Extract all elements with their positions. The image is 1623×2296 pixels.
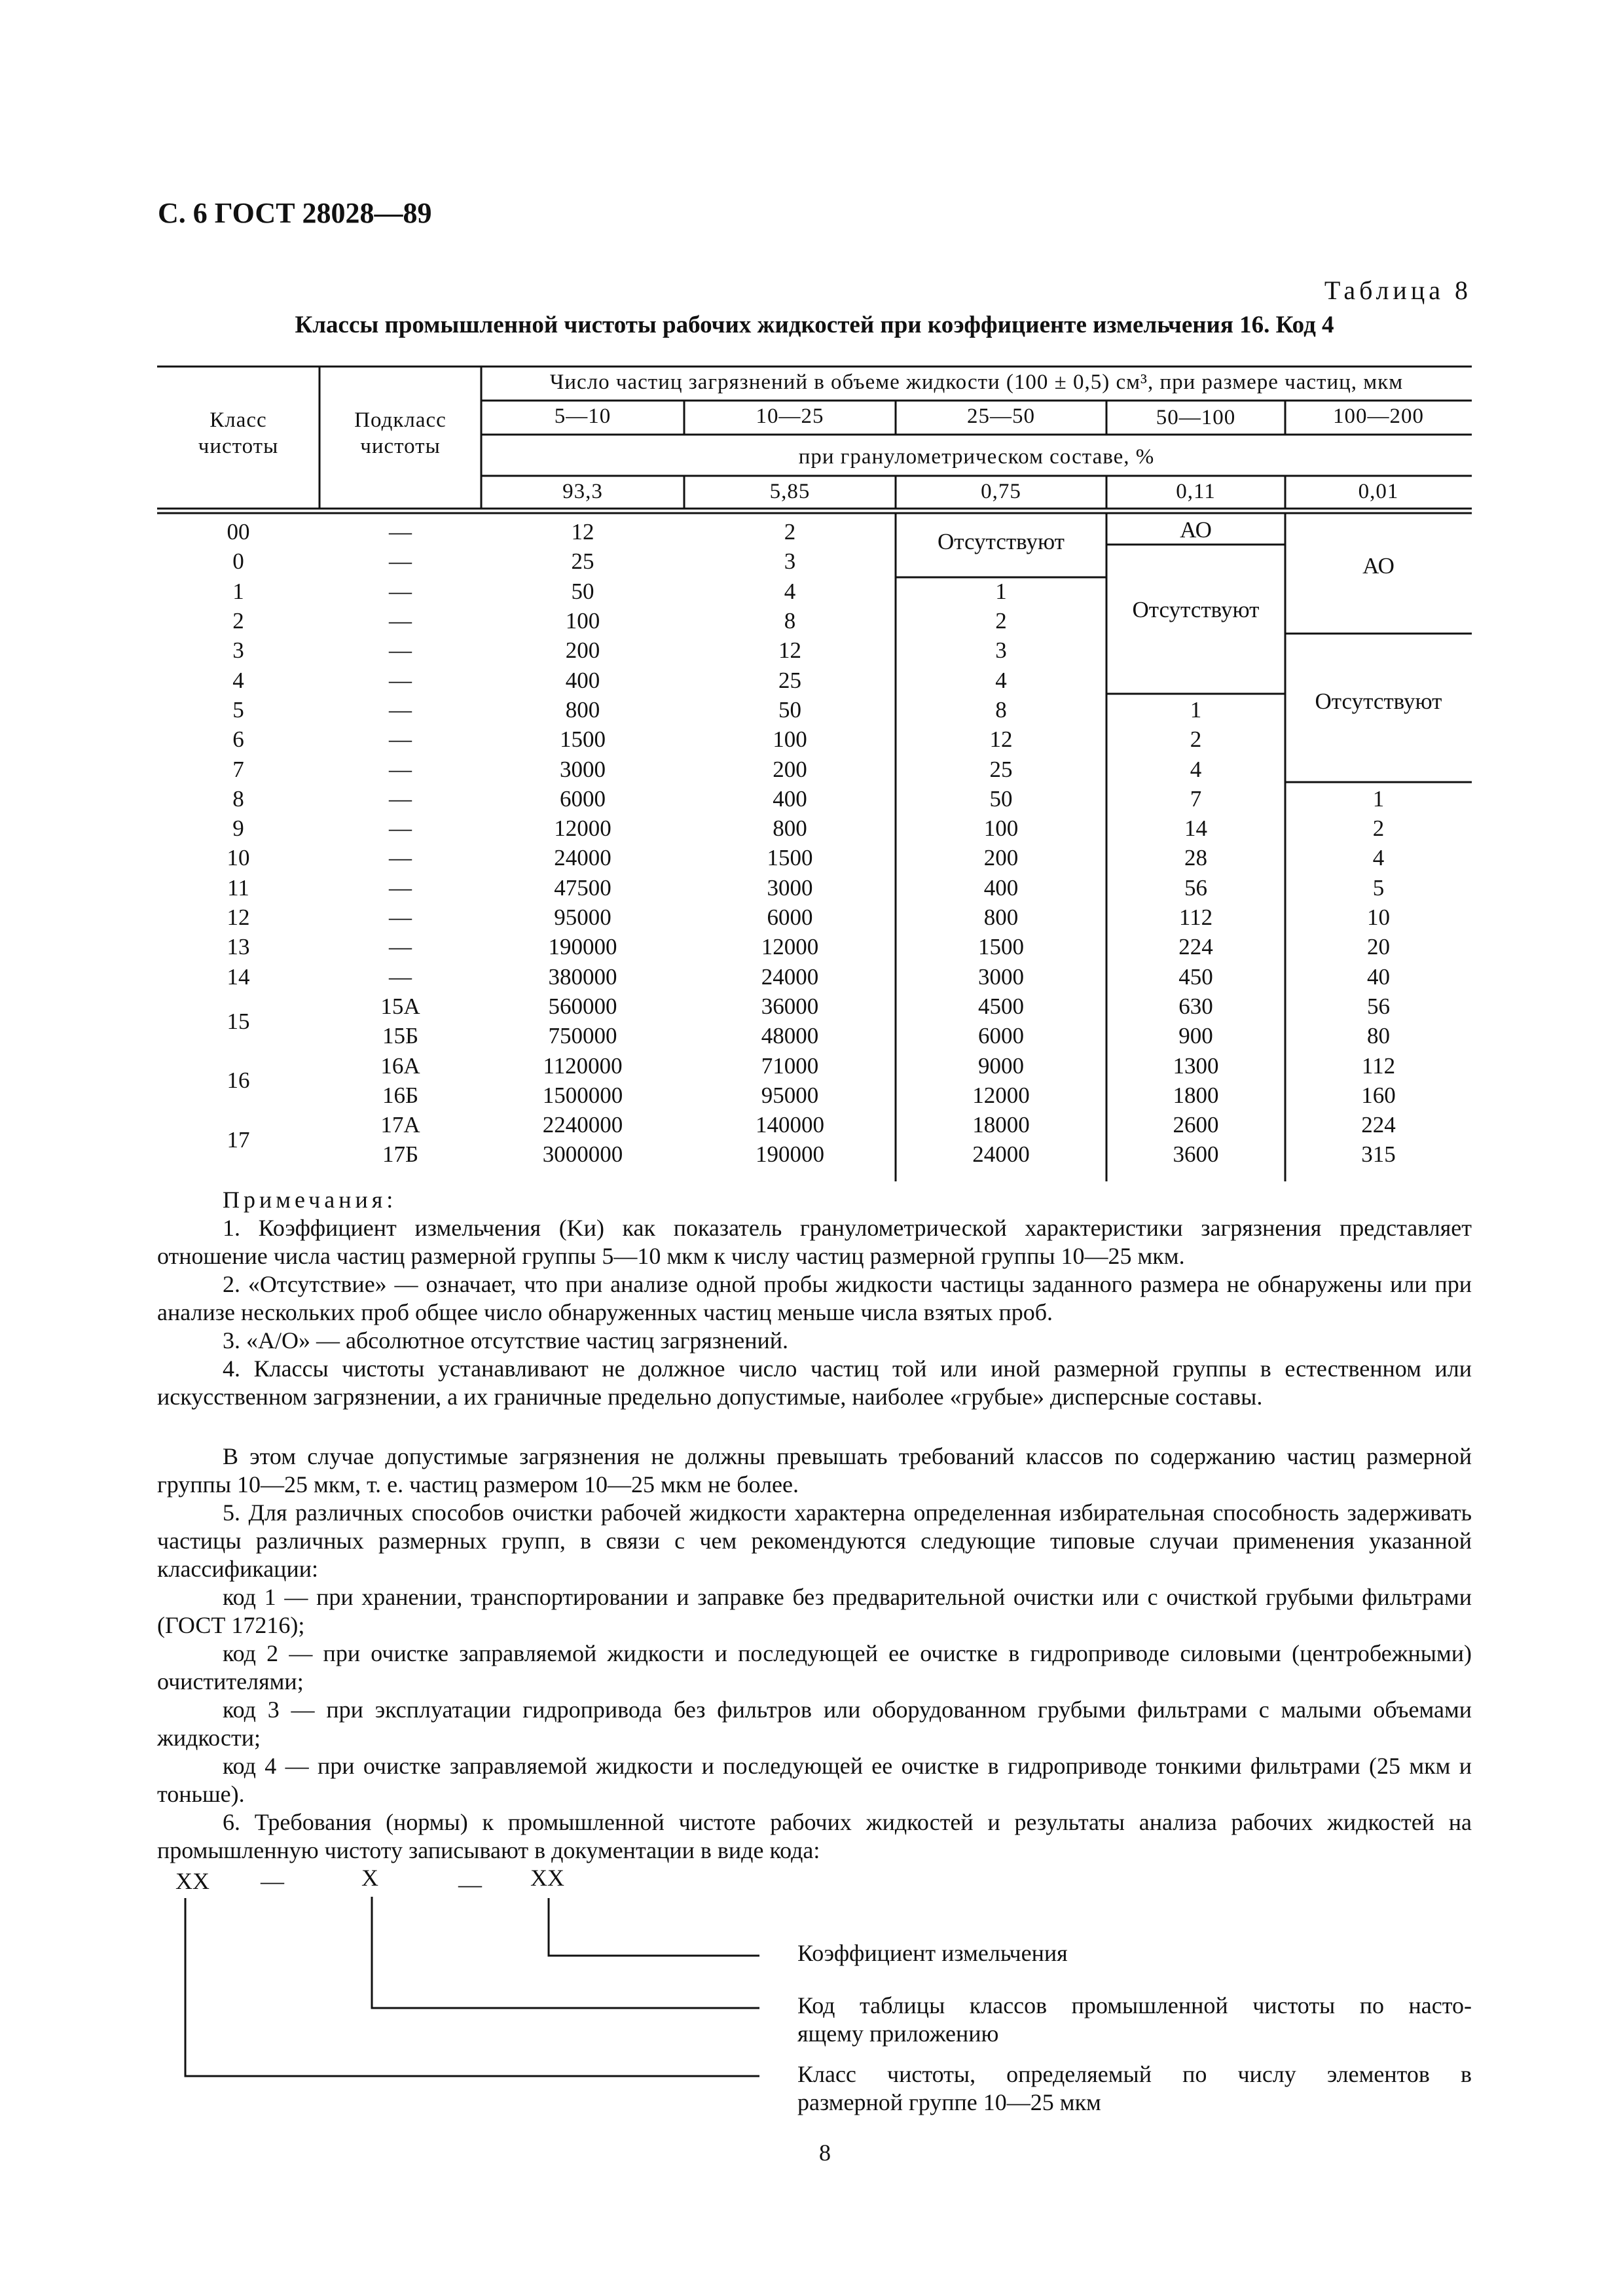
class-cell: 3: [232, 637, 244, 664]
subclass-cell: 15Б: [382, 1023, 419, 1049]
count-10-25-cell: 100: [773, 726, 807, 753]
count-5-10-cell: 2240000: [542, 1112, 623, 1138]
count-25-50-cell: 12000: [972, 1082, 1030, 1108]
note-6: 6. Требования (нормы) к промышленной чистоте рабочих жидкостей и результаты анализа рабочих жидкостей на промышленную чистоту записывают в документации в виде кода:: [157, 1809, 1472, 1863]
class-cell: 13: [227, 934, 250, 960]
class-cell: 0: [232, 548, 244, 575]
count-100-200-cell: 224: [1361, 1112, 1396, 1138]
page-number: 8: [819, 2140, 831, 2166]
code-part-coef: ХХ: [530, 1865, 564, 1891]
subclass-cell: —: [389, 726, 412, 753]
class-cell: 5: [232, 696, 244, 723]
count-5-10-cell: 750000: [548, 1023, 617, 1049]
absent-25-50: Отсутствуют: [938, 529, 1065, 554]
subclass-cell: 17А: [380, 1112, 420, 1138]
subclass-cell: —: [389, 816, 412, 842]
header-size-25-50: 25—50: [967, 404, 1035, 428]
subclass-cell: —: [389, 874, 412, 901]
notes-title: Примечания:: [223, 1187, 397, 1213]
granulo-10-25: 5,85: [769, 480, 811, 503]
header-subclass: Подкласс чистоты: [354, 408, 447, 458]
ao-50-100: АО: [1180, 517, 1212, 543]
count-25-50-cell: 9000: [978, 1052, 1024, 1079]
absent-50-100: Отсутствуют: [1132, 597, 1260, 622]
count-25-50-cell: 6000: [978, 1023, 1024, 1049]
count-10-25-cell: 6000: [767, 905, 813, 931]
header-size-50-100: 50—100: [1156, 406, 1236, 429]
subclass-cell: —: [389, 905, 412, 931]
class-cell: 14: [227, 963, 250, 990]
count-5-10-cell: 95000: [554, 905, 611, 931]
class-cell: 12: [227, 905, 250, 931]
count-25-50-cell: 200: [983, 845, 1019, 871]
subclass-cell: —: [389, 667, 412, 693]
count-5-10-cell: 800: [565, 696, 600, 723]
note-2: 2. «Отсутствие» — означает, что при анализе одной пробы жидкости частицы заданного размера не обнаружены или при анализе нескольких проб общее число обнаруженных частиц меньше числа взятых проб.: [157, 1271, 1472, 1325]
count-50-100-cell: 630: [1178, 993, 1213, 1019]
class-cell: 10: [227, 845, 250, 871]
legend-class: Класс чистоты, определяемый по числу элементов в размерной группе 10—25 мкм: [797, 2061, 1472, 2115]
header-granulometric: при гранулометрическом составе, %: [798, 445, 1155, 469]
code-dash-2: —: [458, 1871, 482, 1897]
header-size-10-25: 10—25: [756, 404, 824, 428]
note-1: 1. Коэффициент измельчения (Kи) как показатель гранулометрической характеристики загрязнения представляет отношение числа частиц размерной группы 5—10 мкм к числу частиц размерной группы 10—25 мкм.: [157, 1215, 1472, 1269]
count-5-10-cell: 380000: [548, 963, 617, 990]
note-code-2: код 2 — при очистке заправляемой жидкости и последующей ее очистке в гидроприводе силовыми (центробежными) очистителями;: [157, 1640, 1472, 1695]
count-50-100-cell: 4: [1190, 756, 1202, 782]
subclass-cell: —: [389, 637, 412, 664]
class-cell: 11: [227, 874, 249, 901]
subclass-cell: —: [389, 785, 412, 812]
count-100-200-cell: 56: [1367, 993, 1390, 1019]
subclass-cell: —: [389, 845, 412, 871]
count-10-25-cell: 2: [784, 519, 796, 545]
count-100-200-cell: 40: [1367, 963, 1390, 990]
count-10-25-cell: 190000: [756, 1141, 824, 1168]
granulo-5-10: 93,3: [562, 480, 603, 503]
count-10-25-cell: 800: [773, 816, 807, 842]
count-5-10-cell: 1120000: [543, 1052, 623, 1079]
count-50-100-cell: 2600: [1173, 1112, 1219, 1138]
note-code-4: код 4 — при очистке заправляемой жидкости и последующей ее очистке в гидроприводе тонкими фильтрами (25 мкм и тоньше).: [157, 1753, 1472, 1807]
count-25-50-cell: 4: [995, 667, 1007, 693]
count-5-10-cell: 1500000: [542, 1082, 623, 1108]
count-10-25-cell: 12000: [761, 934, 819, 960]
code-dash-1: —: [261, 1868, 284, 1894]
count-10-25-cell: 95000: [761, 1082, 819, 1108]
count-25-50-cell: 8: [995, 696, 1007, 723]
count-5-10-cell: 400: [565, 667, 600, 693]
count-50-100-cell: 224: [1178, 934, 1213, 960]
class-cell: 2: [232, 608, 244, 634]
count-10-25-cell: 8: [784, 608, 796, 634]
subclass-cell: —: [389, 608, 412, 634]
table-number: Таблица 8: [1324, 276, 1472, 305]
count-50-100-cell: 1800: [1173, 1082, 1219, 1108]
class-cell: 9: [232, 816, 244, 842]
count-50-100-cell: 7: [1190, 785, 1202, 812]
count-25-50-cell: 4500: [978, 993, 1024, 1019]
count-5-10-cell: 12: [571, 519, 594, 545]
count-25-50-cell: 25: [989, 756, 1013, 782]
count-10-25-cell: 140000: [756, 1112, 824, 1138]
header-particle-count: Число частиц загрязнений в объеме жидкости (100 ± 0,5) см³, при размере частиц, мкм: [549, 370, 1404, 394]
note-4b: В этом случае допустимые загрязнения не должны превышать требований классов по содержанию частиц размерной группы 10—25 мкм, т. е. частиц размером 10—25 мкм не более.: [157, 1443, 1472, 1498]
count-25-50-cell: 1: [995, 578, 1007, 604]
granulo-50-100: 0,11: [1176, 480, 1216, 503]
count-100-200-cell: 5: [1372, 874, 1385, 901]
count-25-50-cell: 3000: [978, 963, 1024, 990]
count-50-100-cell: 450: [1178, 963, 1213, 990]
class-cell: 7: [232, 756, 244, 782]
class-cell: 8: [232, 785, 244, 812]
count-10-25-cell: 36000: [761, 993, 819, 1019]
count-50-100-cell: 112: [1178, 905, 1213, 931]
count-5-10-cell: 200: [565, 637, 600, 664]
count-25-50-cell: 800: [983, 905, 1019, 931]
header-size-100-200: 100—200: [1333, 404, 1424, 428]
count-100-200-cell: 80: [1367, 1023, 1390, 1049]
subclass-cell: —: [389, 963, 412, 990]
count-25-50-cell: 24000: [972, 1141, 1030, 1168]
granulo-100-200: 0,01: [1358, 480, 1399, 503]
subclass-cell: —: [389, 696, 412, 723]
header-class: Класс чистоты: [198, 408, 279, 458]
class-cell: 00: [227, 519, 250, 545]
count-5-10-cell: 6000: [560, 785, 606, 812]
count-100-200-cell: 160: [1361, 1082, 1396, 1108]
subclass-cell: —: [389, 519, 412, 545]
count-5-10-cell: 47500: [554, 874, 611, 901]
count-10-25-cell: 71000: [761, 1052, 819, 1079]
count-5-10-cell: 100: [565, 608, 600, 634]
count-25-50-cell: 2: [995, 608, 1007, 634]
count-10-25-cell: 24000: [761, 963, 819, 990]
count-25-50-cell: 100: [983, 816, 1019, 842]
count-25-50-cell: 3: [995, 637, 1007, 664]
note-4: 4. Классы чистоты устанавливают не должное число частиц той или иной размерной группы в естественном или искусственном загрязнении, а их граничные предельно допустимые, наиболее «грубые» дисперсные составы.: [157, 1355, 1472, 1410]
class-cell: 16: [227, 1067, 250, 1094]
count-10-25-cell: 48000: [761, 1023, 819, 1049]
note-5: 5. Для различных способов очистки рабочей жидкости характерна определенная избирательная способность задерживать частицы различных размерных групп, в связи с чем рекомендуются следующие типовые случаи применения указанной классификации:: [157, 1499, 1472, 1582]
count-5-10-cell: 50: [571, 578, 594, 604]
class-cell: 4: [232, 667, 244, 693]
class-cell: 6: [232, 726, 244, 753]
count-25-50-cell: 1500: [978, 934, 1024, 960]
subclass-cell: 16Б: [382, 1082, 419, 1108]
note-3: 3. «А/О» — абсолютное отсутствие частиц загрязнений.: [223, 1327, 789, 1354]
subclass-cell: 17Б: [382, 1141, 419, 1168]
count-5-10-cell: 190000: [548, 934, 617, 960]
note-code-1: код 1 — при хранении, транспортировании и заправке без предварительной очистки или с очисткой грубыми фильтрами (ГОСТ 17216);: [157, 1584, 1472, 1638]
count-10-25-cell: 25: [778, 667, 801, 693]
count-50-100-cell: 1: [1190, 696, 1202, 723]
count-10-25-cell: 1500: [767, 845, 813, 871]
count-5-10-cell: 25: [571, 548, 594, 575]
count-50-100-cell: 28: [1184, 845, 1207, 871]
page-header: С. 6 ГОСТ 28028—89: [158, 197, 432, 229]
count-10-25-cell: 3: [784, 548, 796, 575]
code-part-class: ХХ: [175, 1868, 210, 1894]
count-50-100-cell: 3600: [1173, 1141, 1219, 1168]
count-5-10-cell: 3000: [560, 756, 606, 782]
ao-100-200: АО: [1362, 553, 1395, 579]
count-50-100-cell: 14: [1184, 816, 1207, 842]
count-5-10-cell: 24000: [554, 845, 611, 871]
count-25-50-cell: 18000: [972, 1112, 1030, 1138]
count-100-200-cell: 112: [1361, 1052, 1396, 1079]
count-5-10-cell: 1500: [560, 726, 606, 753]
granulo-25-50: 0,75: [981, 480, 1021, 503]
count-10-25-cell: 50: [778, 696, 801, 723]
class-cell: 1: [232, 578, 244, 604]
subclass-cell: —: [389, 548, 412, 575]
legend-coefficient: Коэффициент измельчения: [797, 1940, 1068, 1966]
count-100-200-cell: 20: [1367, 934, 1390, 960]
absent-100-200: Отсутствуют: [1315, 689, 1442, 714]
count-10-25-cell: 400: [773, 785, 807, 812]
count-10-25-cell: 12: [778, 637, 801, 664]
table-title: Классы промышленной чистоты рабочих жидкостей при коэффициенте измельчения 16. Код 4: [295, 312, 1334, 338]
count-5-10-cell: 3000000: [542, 1141, 623, 1168]
code-part-table: Х: [361, 1865, 378, 1891]
count-10-25-cell: 200: [773, 756, 807, 782]
count-25-50-cell: 12: [989, 726, 1013, 753]
class-cell: 15: [227, 1008, 250, 1034]
count-50-100-cell: 56: [1184, 874, 1207, 901]
count-5-10-cell: 560000: [548, 993, 617, 1019]
count-100-200-cell: 1: [1372, 785, 1385, 812]
subclass-cell: 15А: [380, 993, 420, 1019]
count-50-100-cell: 2: [1190, 726, 1202, 753]
subclass-cell: 16А: [380, 1052, 420, 1079]
count-100-200-cell: 2: [1372, 816, 1385, 842]
count-50-100-cell: 1300: [1173, 1052, 1219, 1079]
count-10-25-cell: 4: [784, 578, 796, 604]
count-100-200-cell: 10: [1367, 905, 1390, 931]
subclass-cell: —: [389, 934, 412, 960]
count-10-25-cell: 3000: [767, 874, 813, 901]
count-25-50-cell: 400: [983, 874, 1019, 901]
count-5-10-cell: 12000: [554, 816, 611, 842]
class-cell: 17: [227, 1126, 250, 1153]
legend-table-code: Код таблицы классов промышленной чистоты по насто- ящему приложению: [797, 1992, 1472, 2047]
count-100-200-cell: 315: [1361, 1141, 1396, 1168]
note-code-3: код 3 — при эксплуатации гидропривода без фильтров или оборудованном грубыми фильтрами с малыми объемами жидкости;: [157, 1696, 1472, 1751]
header-size-5-10: 5—10: [554, 404, 611, 428]
count-100-200-cell: 4: [1372, 845, 1385, 871]
subclass-cell: —: [389, 756, 412, 782]
count-25-50-cell: 50: [989, 785, 1013, 812]
count-50-100-cell: 900: [1178, 1023, 1213, 1049]
subclass-cell: —: [389, 578, 412, 604]
